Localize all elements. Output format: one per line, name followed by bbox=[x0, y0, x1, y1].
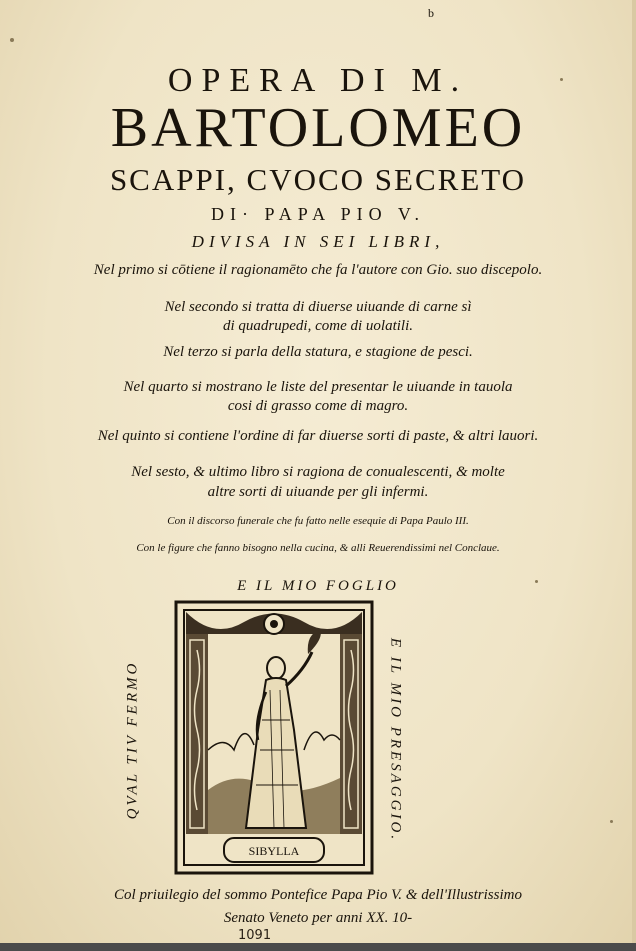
note-funeral-discourse: Con il discorso funerale che fu fatto nelle esequie di Papa Paulo III. bbox=[167, 515, 469, 527]
privilege-line-2: Senato Veneto per anni XX. 10- bbox=[223, 910, 413, 926]
foxing-spot bbox=[535, 580, 538, 583]
title-line-author: BARTOLOMEO bbox=[110, 97, 526, 159]
book-6-line-a: Nel sesto, & ultimo libro si ragiona de conualescenti, & molte bbox=[131, 464, 505, 480]
note-figures: Con le figure che fanno bisogno nella cucina, & alli Reuerendissimi nel Conclaue. bbox=[136, 542, 500, 554]
title-line-opera: OPERA DI M. bbox=[167, 62, 469, 99]
bottom-strip bbox=[0, 943, 636, 951]
title-line-books: DIVISA IN SEI LIBRI, bbox=[191, 232, 445, 251]
book-4-line-a: Nel quarto si mostrano le liste del presentar le uiuande in tauola bbox=[123, 379, 513, 395]
motto-right: E IL MIO PRESAGGIO. bbox=[387, 637, 404, 843]
cartouche-label: SIBYLLA bbox=[248, 844, 300, 858]
book-4-line-b: cosi di grasso come di magro. bbox=[227, 398, 409, 414]
title-line-cook: SCAPPI, CVOCO SECRETO bbox=[109, 162, 527, 197]
motto-left: QVAL TIV FERMO bbox=[124, 660, 141, 820]
book-3-line: Nel terzo si parla della statura, e stagione de pesci. bbox=[163, 344, 473, 360]
motto-top: E IL MIO FOGLIO bbox=[237, 578, 399, 594]
book-1-line: Nel primo si cōtiene il ragionamēto che fa l'autore con Gio. suo discepolo. bbox=[93, 262, 543, 278]
foxing-spot bbox=[560, 78, 563, 81]
handwritten-number: 1091 bbox=[238, 928, 272, 943]
book-2-line-b: di quadrupedi, come di uolatili. bbox=[223, 318, 413, 334]
sibyl-woodcut bbox=[174, 600, 374, 875]
title-line-pope: DI· PAPA PIO V. bbox=[210, 204, 426, 224]
book-2-line-a: Nel secondo si tratta di diuerse uiuande di carne sì bbox=[164, 299, 472, 315]
page-mark: b bbox=[428, 6, 434, 20]
foxing-spot bbox=[610, 820, 613, 823]
privilege-line-1: Col priuilegio del sommo Pontefice Papa Pio V. & dell'Illustrissimo bbox=[114, 887, 522, 903]
book-5-line: Nel quinto si contiene l'ordine di far diuerse sorti di paste, & altri lauori. bbox=[97, 428, 539, 444]
page-edge bbox=[632, 0, 636, 943]
foxing-spot bbox=[10, 38, 14, 42]
book-6-line-b: altre sorti di uiuande per gli infermi. bbox=[207, 484, 429, 500]
